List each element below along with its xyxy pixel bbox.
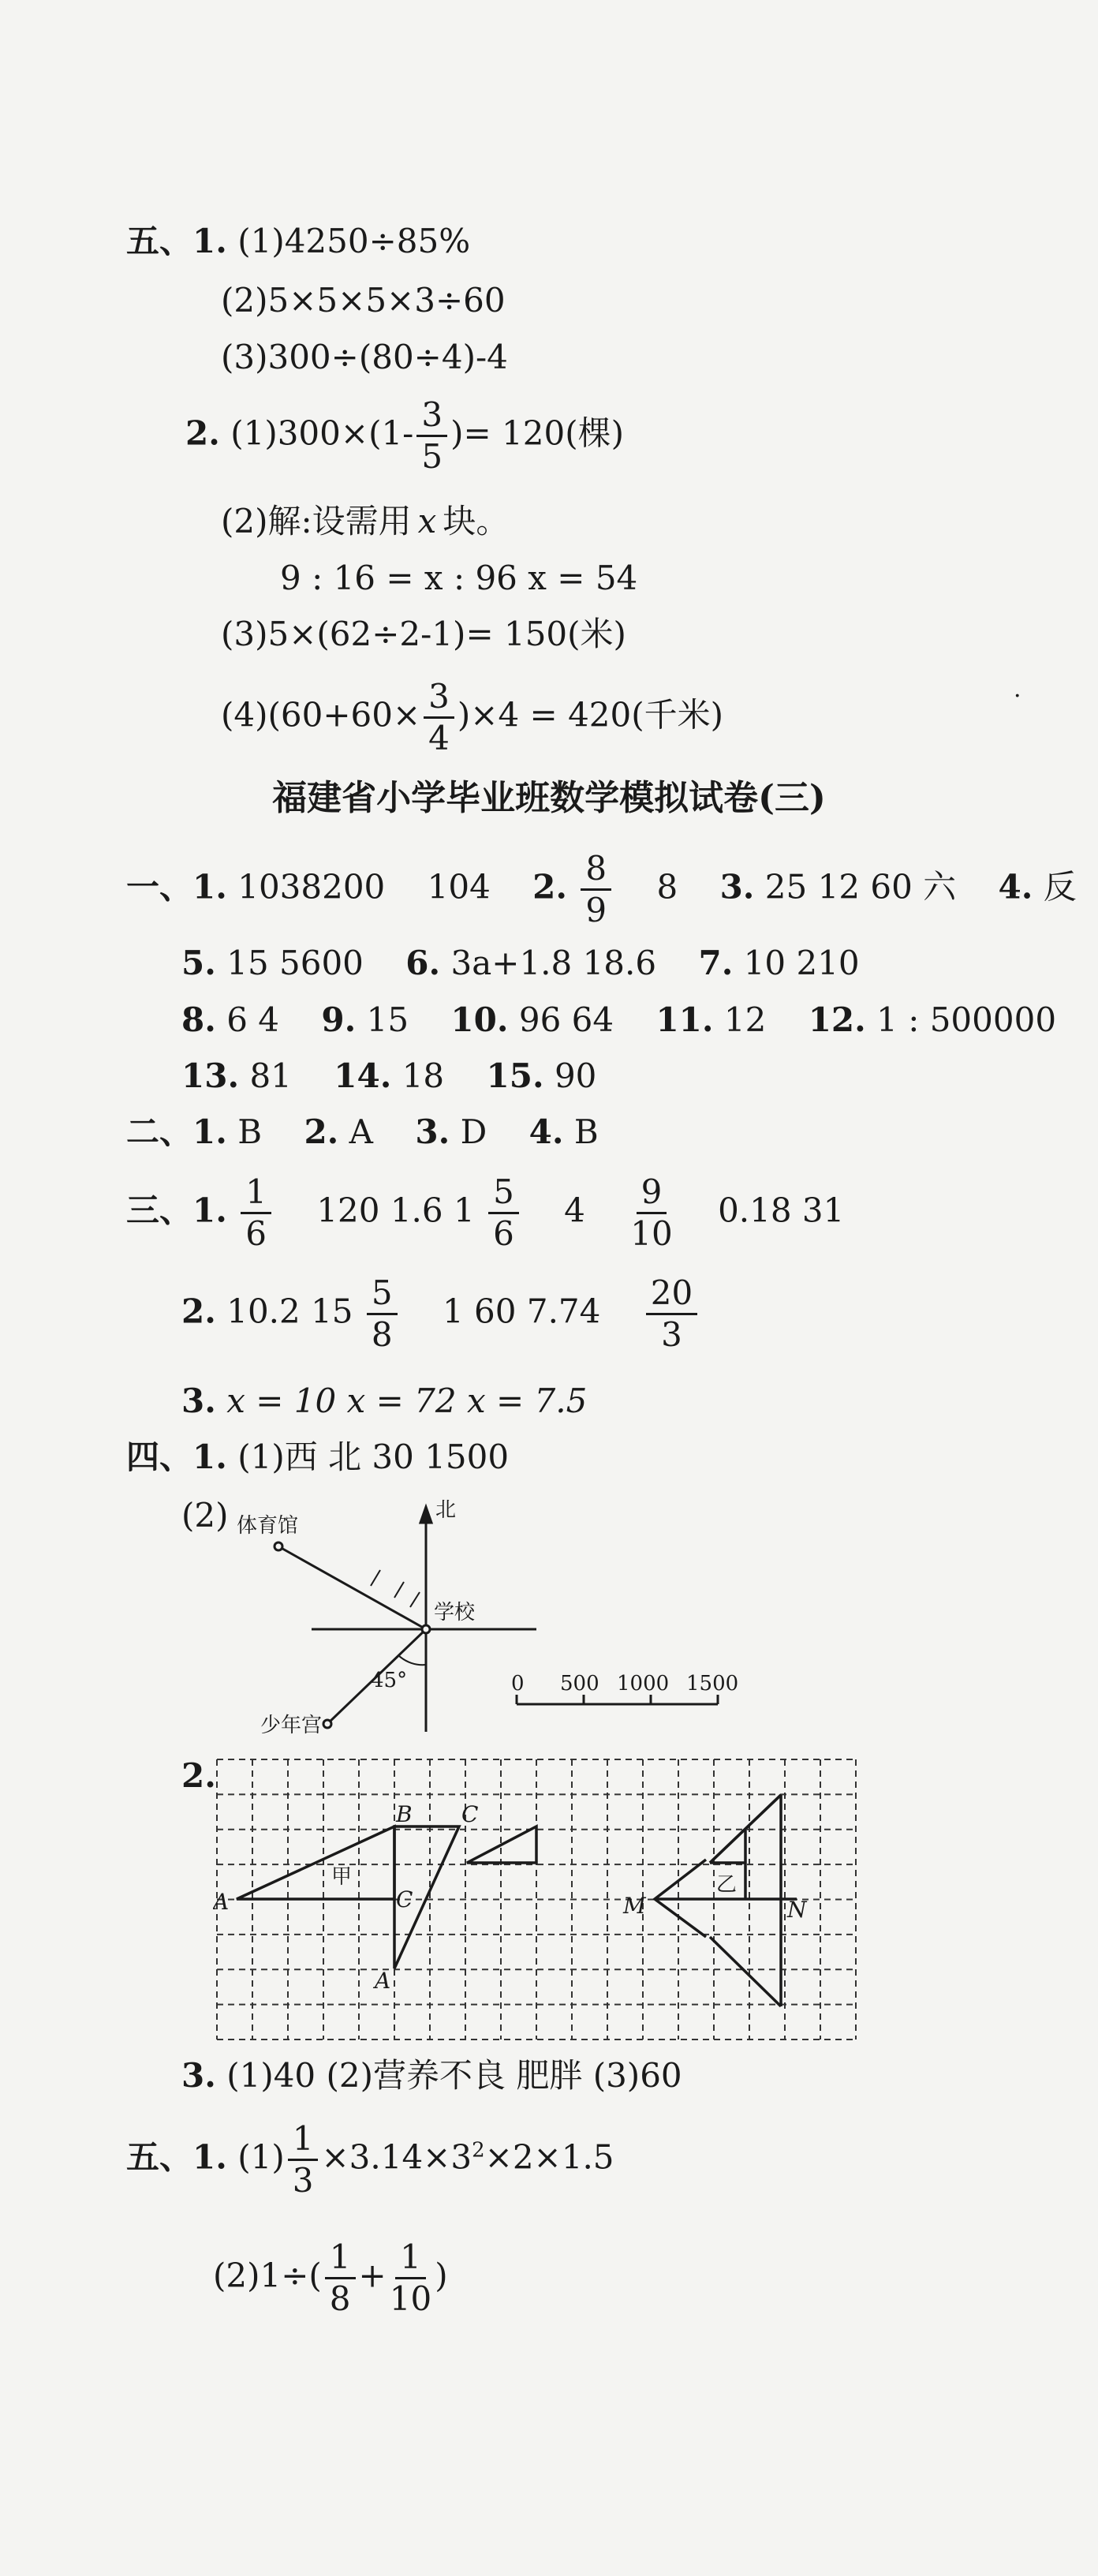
numerator: 1 (288, 2122, 319, 2161)
sec1-row1 (126, 849, 1077, 929)
answer: 15 5600 (226, 944, 364, 982)
direction-map (237, 1483, 773, 1744)
scale-tick-label: 500 (560, 1672, 599, 1696)
sec4-row3 (181, 2056, 682, 2095)
answer: 6 4 (226, 1000, 280, 1039)
q-number: 3. (719, 867, 755, 907)
q-number: 15. (486, 1056, 544, 1095)
expr: (1) (237, 2137, 285, 2177)
sec5a-q1-line1 (126, 222, 471, 260)
label-B: B (396, 1801, 413, 1827)
scale-tick-label: 1500 (686, 1672, 739, 1696)
sec3-label: 三、1. (126, 1191, 227, 1230)
numerator: 9 (637, 1176, 667, 1214)
var-x: x (417, 502, 437, 540)
denominator: 3 (661, 1315, 682, 1354)
sec5a-q1-3: (3)300÷(80÷4)-4 (221, 338, 508, 376)
label-A-bottom: A (375, 1968, 391, 1994)
numerator: 3 (416, 398, 447, 437)
answer: (1)西 北 30 1500 (237, 1438, 510, 1476)
q-number: 4. (998, 867, 1033, 907)
sec2-row (126, 1112, 599, 1151)
answer: 10.2 15 (226, 1292, 353, 1331)
q-number: 2. (304, 1112, 339, 1151)
numerator: 1 (395, 2241, 426, 2279)
answer: 1 60 7.74 (442, 1292, 601, 1331)
answer: (1)40 (2)营养不良 肥胖 (3)60 (226, 2056, 682, 2095)
page-title: 福建省小学毕业班数学模拟试卷(三) (272, 778, 826, 818)
fraction (581, 849, 611, 929)
denominator: 5 (421, 437, 443, 476)
q-number: 3. (181, 2056, 216, 2095)
q-number: 3. (181, 1381, 216, 1420)
sec5b-row1 (126, 2119, 614, 2200)
label-C-mid: C (396, 1886, 413, 1912)
denominator: 6 (245, 1214, 267, 1253)
answer: D (460, 1112, 487, 1151)
expr: (2)解:设需用 (221, 502, 412, 540)
expr: (4)(60+60× (221, 695, 421, 735)
school-label: 学校 (434, 1601, 476, 1624)
numerator: 1 (325, 2241, 356, 2279)
sec5a-q1-2: (2)5×5×5×3÷60 (221, 281, 506, 320)
answer: 120 1.6 1 (316, 1191, 475, 1230)
dot-mark: · (1014, 682, 1021, 710)
numerator: 5 (488, 1176, 519, 1214)
label-yi: 乙 (716, 1873, 738, 1897)
q-number: 13. (181, 1056, 240, 1095)
answer: 4 (564, 1191, 585, 1230)
numerator: 5 (367, 1277, 398, 1315)
line-to-gym (278, 1546, 426, 1629)
sec5a-label: 五、1. (126, 222, 227, 260)
fraction (416, 395, 447, 476)
expr: 块。 (443, 502, 510, 540)
expr: ×3.14×3 (321, 2137, 472, 2177)
fraction (488, 1172, 519, 1253)
q-number: 2. (185, 413, 220, 453)
answer: 8 (656, 867, 678, 907)
answer: 96 64 (518, 1000, 614, 1039)
north-label: 北 (435, 1498, 457, 1522)
sec3-row3 (181, 1381, 588, 1420)
answer: B (237, 1112, 263, 1151)
gym-label: 体育馆 (237, 1514, 299, 1538)
answer: B (573, 1112, 599, 1151)
sec4-label: 四、1. (126, 1438, 227, 1476)
fraction (288, 2119, 319, 2200)
scale-tick-label: 0 (511, 1672, 525, 1696)
denominator: 10 (389, 2279, 432, 2318)
sec3-row2 (181, 1273, 700, 1354)
denominator: 9 (585, 891, 607, 929)
fraction (389, 2238, 432, 2318)
scale-tick-label: 1000 (617, 1672, 670, 1696)
q-number: 6. (405, 944, 441, 982)
grid-diagram (213, 1755, 860, 2047)
fraction (241, 1172, 271, 1253)
sec5a-q2-4 (221, 677, 724, 757)
sec4-q2-number: 2. (181, 1756, 216, 1795)
denominator: 8 (329, 2279, 351, 2318)
expr: (1)300×(1- (230, 413, 414, 453)
denominator: 3 (292, 2161, 314, 2200)
expr: (2)1÷( (213, 2256, 322, 2295)
sec5a-q1-1: (1)4250÷85% (237, 222, 471, 260)
sec5a-q2-3: (3)5×(62÷2-1)= 150(米) (221, 615, 626, 653)
fraction (630, 1172, 673, 1253)
sec5b-row2 (213, 2238, 448, 2318)
sec1-row4 (181, 1056, 597, 1095)
fraction (325, 2238, 356, 2318)
q-number: 7. (698, 944, 734, 982)
expr: )= 120(棵) (450, 413, 624, 453)
answer: 12 (723, 1000, 767, 1039)
denominator: 10 (630, 1214, 673, 1253)
q-number: 8. (181, 1000, 216, 1039)
q-number: 11. (655, 1000, 714, 1039)
angle-label: 45° (371, 1669, 408, 1692)
q-number: 2. (181, 1292, 216, 1331)
answer: 25 12 60 六 (764, 867, 957, 907)
label-C-top: C (461, 1801, 479, 1827)
numerator: 20 (646, 1277, 697, 1315)
palace-label: 少年宫 (260, 1714, 323, 1737)
denominator: 8 (371, 1315, 393, 1354)
sec5a-q2-2 (221, 502, 510, 540)
sec5a-q2-proportion: 9 : 16 = x : 96 x = 54 (280, 559, 638, 597)
sec4-row1 (126, 1438, 510, 1476)
sec1-row3 (181, 1000, 1057, 1039)
sec2-label: 二、1. (126, 1112, 227, 1151)
answer: 1038200 (237, 867, 386, 907)
answer: 3a+1.8 18.6 (450, 944, 657, 982)
q-number: 10. (450, 1000, 509, 1039)
expr: ×2×1.5 (484, 2137, 614, 2177)
label-M: M (623, 1893, 646, 1919)
q-number: 2. (532, 867, 568, 907)
answer: 15 (366, 1000, 409, 1039)
sec5b-label: 五、1. (126, 2137, 227, 2177)
fraction (367, 1273, 398, 1354)
answer: 1 : 500000 (876, 1000, 1057, 1039)
sec4-sub2: (2) (181, 1496, 229, 1535)
q-number: 4. (528, 1112, 564, 1151)
north-arrow-icon (420, 1507, 431, 1523)
answer: 0.18 31 (718, 1191, 845, 1230)
answer: x = 10 x = 72 x = 7.5 (226, 1381, 588, 1420)
expr: ) (435, 2256, 448, 2295)
answer: 10 210 (743, 944, 860, 982)
q-number: 14. (334, 1056, 392, 1095)
answer: 反 (1043, 867, 1077, 907)
shape-jia (237, 1826, 394, 1899)
q-number: 3. (415, 1112, 450, 1151)
sec1-row2 (181, 944, 860, 982)
answer: 104 (427, 867, 491, 907)
q-number: 9. (321, 1000, 357, 1039)
q-number: 12. (808, 1000, 866, 1039)
answer: 18 (401, 1056, 445, 1095)
denominator: 4 (428, 719, 450, 757)
numerator: 3 (424, 680, 454, 719)
answer: A (349, 1112, 374, 1151)
denominator: 6 (493, 1214, 514, 1253)
sec3-row1 (126, 1172, 845, 1253)
fraction (424, 677, 454, 757)
label-jia: 甲 (331, 1865, 353, 1889)
numerator: 8 (581, 852, 611, 891)
operator: + (358, 2256, 387, 2295)
exponent: 2 (472, 2138, 485, 2163)
label-A-left: A (213, 1889, 230, 1915)
fraction (646, 1273, 697, 1354)
answer: 90 (554, 1056, 597, 1095)
sec5a-q2-1 (185, 395, 624, 476)
numerator: 1 (241, 1176, 271, 1214)
q-number: 5. (181, 944, 216, 982)
expr: )×4 = 420(千米) (457, 695, 724, 735)
answer: 81 (249, 1056, 292, 1095)
label-N: N (787, 1897, 807, 1923)
sec1-label: 一、1. (126, 867, 227, 907)
